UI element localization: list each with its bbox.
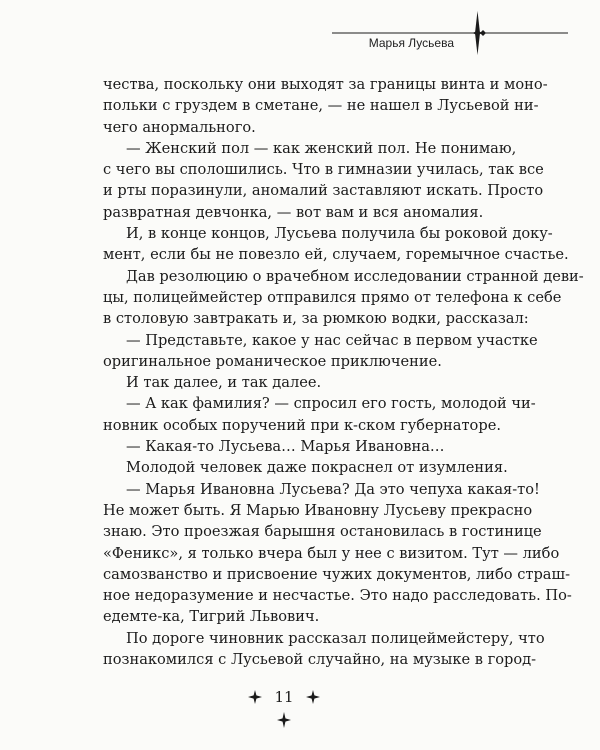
text-line: в столовую завтракать и, за рюмкою водки, рассказал:: [103, 310, 529, 328]
text-line: — Какая-то Лусьева… Марья Ивановна…: [126, 438, 445, 456]
text-line: — Представьте, какое у нас сейчас в первом участке: [126, 331, 538, 349]
page-header: [332, 8, 572, 58]
text-line: новник особых поручений при к-ском губернаторе.: [103, 416, 501, 434]
page-number: 11: [274, 688, 294, 706]
text-line: оригинальное романическое приключение.: [103, 352, 442, 370]
text-line: едемте-ка, Тигрий Львович.: [103, 608, 320, 626]
text-line: мент, если бы не повезло ей, случаем, горемычное счастье.: [103, 246, 569, 264]
text-line: цы, полицеймейстер отправился прямо от телефона к себе: [103, 288, 562, 306]
text-line: чества, поскольку они выходят за границы винта и моно-: [103, 76, 548, 93]
text-line: — Марья Ивановна Лусьева? Да это чепуха какая-то!: [126, 480, 540, 498]
text-line: чего анормального.: [103, 118, 256, 136]
text-line: Не может быть. Я Марью Ивановну Лусьеву прекрасно: [103, 501, 533, 519]
text-line: ное недоразумение и несчастье. Это надо расследовать. По-: [103, 587, 572, 605]
text-line: — А как фамилия? — спросил его гость, молодой чи-: [126, 395, 536, 413]
text-line: самозванство и присвоение чужих документов, либо страш-: [103, 565, 571, 583]
text-line: знаю. Это проезжая барышня остановилась в гостинице: [103, 523, 542, 541]
text-line: «Феникс», я только вчера был у нее с визитом. Тут — либо: [103, 544, 560, 562]
text-line: познакомился с Лусьевой случайно, на музыке в город-: [103, 651, 537, 669]
text-line: польки с груздем в сметане, — не нашел в Лусьевой ни-: [103, 97, 539, 115]
running-head: Марья Лусьева: [368, 36, 454, 50]
text-line: И так далее, и так далее.: [126, 374, 322, 392]
header-star-ornament-icon: [332, 8, 572, 58]
text-line: — Женский пол — как женский пол. Не понимаю,: [126, 139, 517, 157]
text-line: с чего вы сполошились. Что в гимназии училась, так все: [103, 161, 544, 179]
text-line: По дороге чиновник рассказал полицеймейстеру, что: [126, 629, 545, 647]
text-line: развратная девчонка, — вот вам и вся аномалия.: [103, 203, 484, 221]
text-line: и рты поразинули, аномалий заставляют искать. Просто: [103, 182, 544, 200]
text-line: И, в конце концов, Лусьева получила бы роковой доку-: [126, 225, 553, 243]
page-footer: [244, 686, 324, 730]
text-line: Молодой человек даже покраснел от изумления.: [126, 459, 508, 477]
text-line: Дав резолюцию о врачебном исследовании странной деви-: [126, 267, 584, 285]
body-text: [103, 74, 584, 670]
